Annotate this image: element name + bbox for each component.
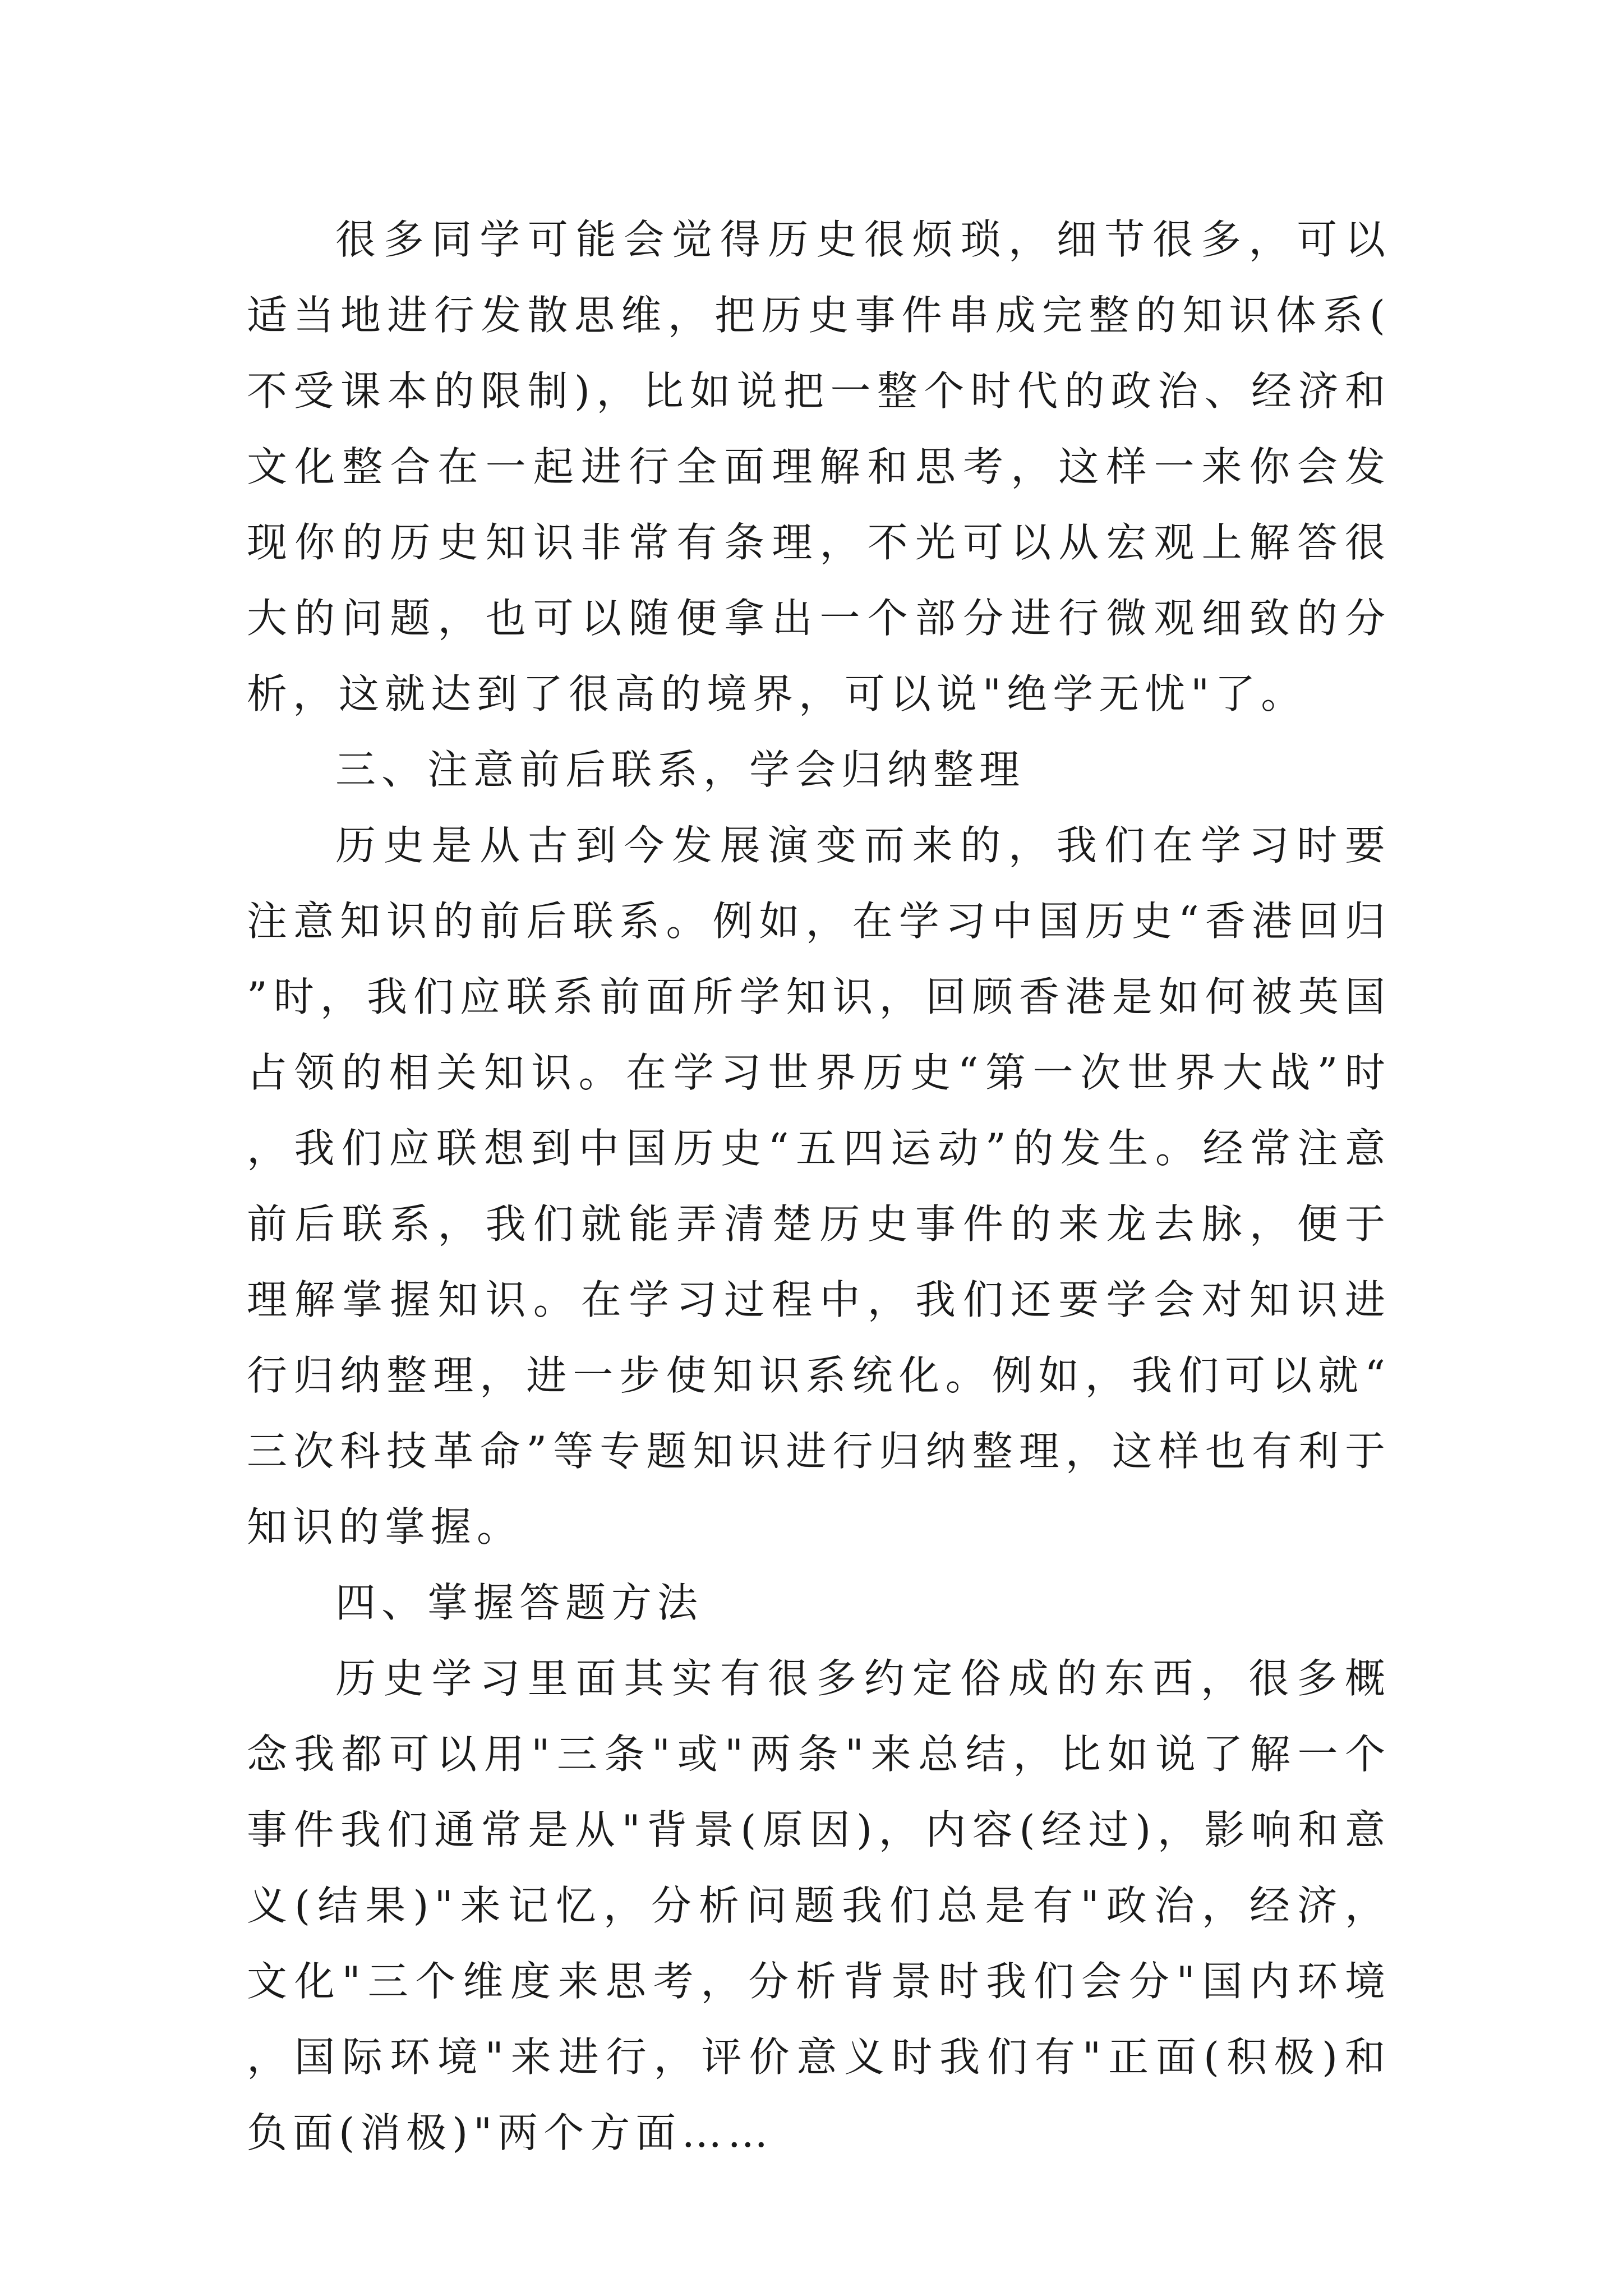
paragraph-answer-methods: 历史学习里面其实有很多约定俗成的东西，很多概念我都可以用"三条"或"两条"来总结，比如说了解一个事件我们通常是从"背景(原因)，内容(经过)，影响和意义(结果)"来记忆，分析问题我们总是有"政治，经济，文化"三个维度来思考，分析背景时我们会分"国内环境，国际环境"来进行，评价意义时我们有"正面(积极)和负面(消极)"两个方面…… (247, 1655, 1391, 2156)
paragraph-history-thinking: 很多同学可能会觉得历史很烦琐，细节很多，可以适当地进行发散思维，把历史事件串成完整的知识体系(不受课本的限制)，比如说把一整个时代的政治、经济和文化整合在一起进行全面理解和思考，这样一来你会发现你的历史知识非常有条理，不光可以从宏观上解答很大的问题，也可以随便拿出一个部分进行微观细致的分析，这就达到了很高的境界，可以说"绝学无忧"了。 (247, 216, 1391, 717)
paragraph-connections: 历史是从古到今发展演变而来的，我们在学习时要注意知识的前后联系。例如，在学习中国历史“香港回归”时，我们应联系前面所学知识，回顾香港是如何被英国占领的相关知识。在学习世界历史“第一次世界大战”时，我们应联想到中国历史“五四运动”的发生。经常注意前后联系，我们就能弄清楚历史事件的来龙去脉，便于理解掌握知识。在学习过程中，我们还要学会对知识进行归纳整理，进一步使知识系统化。例如，我们可以就“三次科技革命”等专题知识进行归纳整理，这样也有利于知识的掌握。 (247, 822, 1391, 1550)
section-heading-four: 四、掌握答题方法 (335, 1579, 704, 1626)
document-body (247, 202, 1391, 2171)
section-heading-three: 三、注意前后联系，学会归纳整理 (335, 746, 1026, 793)
